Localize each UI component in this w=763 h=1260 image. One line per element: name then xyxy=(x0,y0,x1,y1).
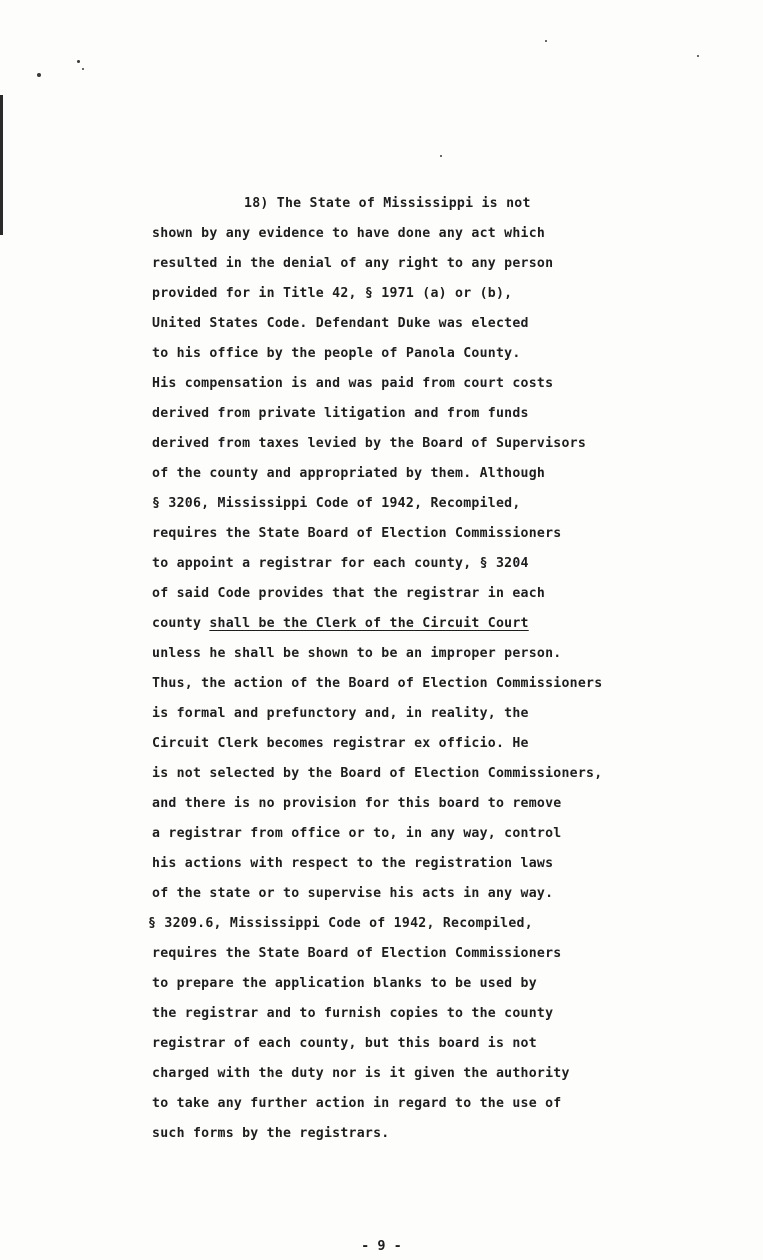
text-line: shown by any evidence to have done any act which xyxy=(152,226,546,241)
text-line: to take any further action in regard to the use of xyxy=(152,1096,562,1111)
underlined-phrase: shall be the Clerk of the Circuit Court xyxy=(209,616,529,631)
text-line: unless he shall be shown to be an improper person. xyxy=(152,646,562,661)
text-line: provided for in Title 42, § 1971 (a) or (b), xyxy=(152,286,513,301)
text-line: and there is no provision for this board to remove xyxy=(152,796,562,811)
text-line: to prepare the application blanks to be used by xyxy=(152,976,537,991)
text-line: is not selected by the Board of Election Commissioners, xyxy=(152,766,603,781)
text-line: 18) The State of Mississippi is not xyxy=(244,196,531,211)
text-line: charged with the duty nor is it given the authority xyxy=(152,1066,570,1081)
text-line: the registrar and to furnish copies to the county xyxy=(152,1006,554,1021)
text-line: § 3206, Mississippi Code of 1942, Recompiled, xyxy=(152,496,521,511)
page-number: - 9 - xyxy=(361,1238,402,1254)
text-line: of said Code provides that the registrar in each xyxy=(152,586,546,601)
text-line: derived from taxes levied by the Board of Supervisors xyxy=(152,436,587,451)
text-line: requires the State Board of Election Commissioners xyxy=(152,946,562,961)
text-line: registrar of each county, but this board is not xyxy=(152,1036,537,1051)
text-line: His compensation is and was paid from court costs xyxy=(152,376,554,391)
text-line: of the state or to supervise his acts in any way. xyxy=(152,886,554,901)
text-line: a registrar from office or to, in any way, control xyxy=(152,826,562,841)
text-line: § 3209.6, Mississippi Code of 1942, Recompiled, xyxy=(148,916,533,931)
text-line: his actions with respect to the registration laws xyxy=(152,856,554,871)
text-line: resulted in the denial of any right to any person xyxy=(152,256,554,271)
text-line: requires the State Board of Election Commissioners xyxy=(152,526,562,541)
text-fragment: county xyxy=(152,616,210,631)
text-line: Thus, the action of the Board of Election Commissioners xyxy=(152,676,603,691)
text-line: United States Code. Defendant Duke was elected xyxy=(152,316,529,331)
text-line: such forms by the registrars. xyxy=(152,1126,390,1141)
text-line: Circuit Clerk becomes registrar ex officio. He xyxy=(152,736,529,751)
text-line: derived from private litigation and from funds xyxy=(152,406,529,421)
text-line: to his office by the people of Panola County. xyxy=(152,346,521,361)
text-line: to appoint a registrar for each county, § 3204 xyxy=(152,556,529,571)
text-line xyxy=(152,616,529,632)
text-line: of the county and appropriated by them. Although xyxy=(152,466,546,481)
text-line: is formal and prefunctory and, in reality, the xyxy=(152,706,529,721)
